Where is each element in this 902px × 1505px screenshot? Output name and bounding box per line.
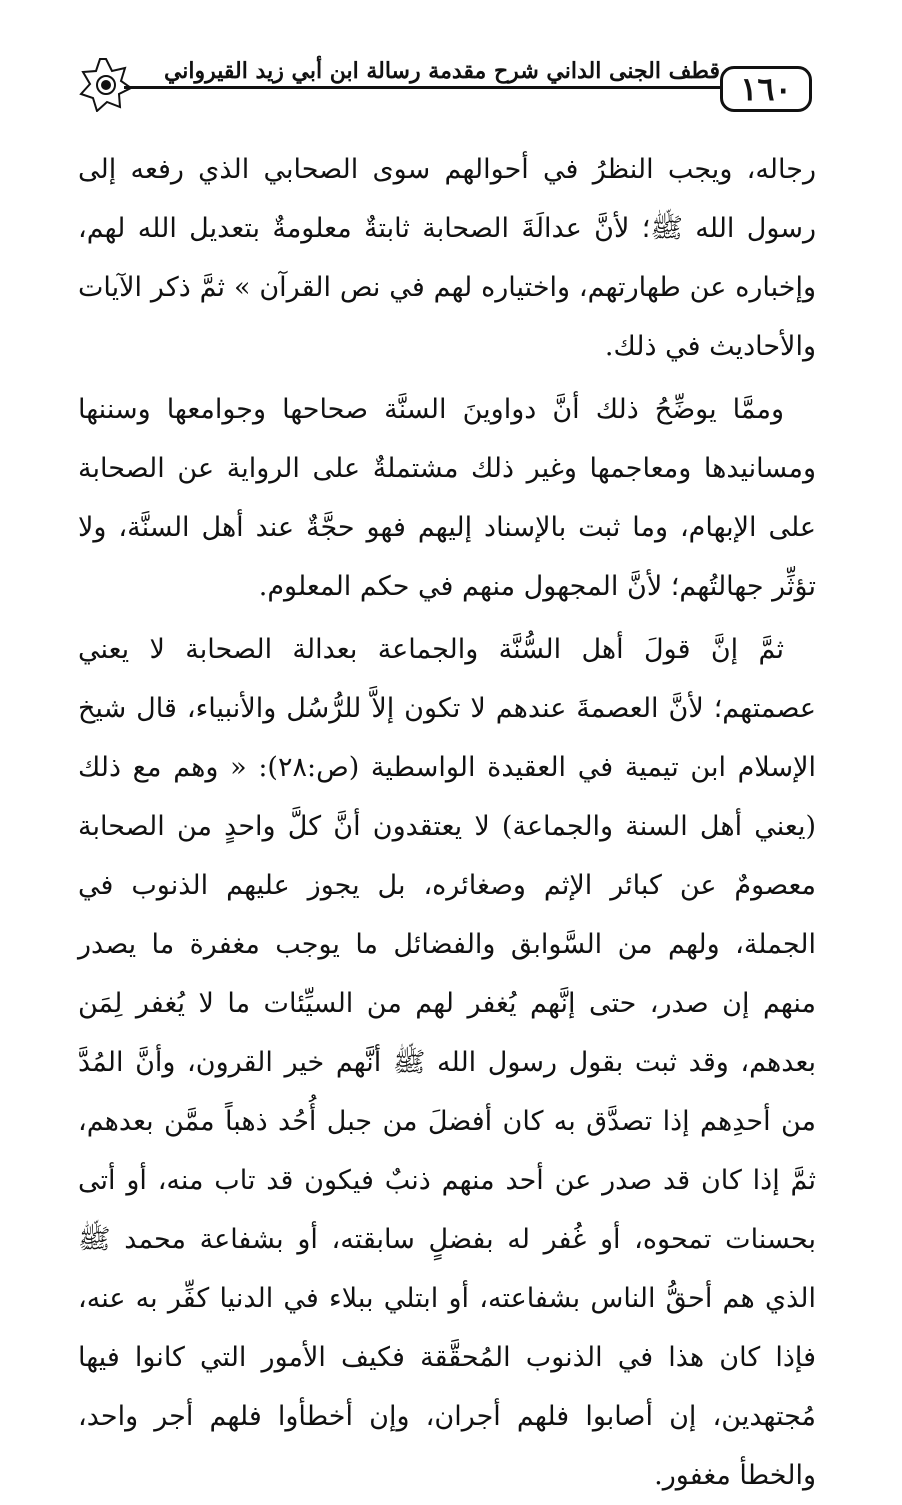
floral-star-ornament-icon — [78, 56, 134, 112]
running-title: قطف الجنى الداني شرح مقدمة رسالة ابن أبي زيد القيرواني — [163, 58, 720, 84]
paragraph-3: ثمَّ إنَّ قولَ أهل السُّنَّة والجماعة بعدالة الصحابة لا يعني عصمتهم؛ لأنَّ العصمةَ عندهم لا تكون إلاَّ للرُّسُل والأنبياء، قال شيخ الإسلام ابن تيمية في العقيدة الواسطية (ص:٢٨): « وهم مع ذلك (يعني أهل السنة والجماعة) لا يعتقدون أنَّ كلَّ واحدٍ من الصحابة معصومٌ عن كبائر الإثم وصغائره، بل يجوز عليهم الذنوب في الجملة، ولهم من السَّوابق والفضائل ما يوجب مغفرة ما يصدر منهم إن صدر، حتى إنَّهم يُغفر لهم من السيِّئات ما لا يُغفر لِمَن بعدهم، وقد ثبت بقول رسول الله ﷺ أنَّهم خير القرون، وأنَّ المُدَّ من أحدِهم إذا تصدَّق به كان أفضلَ من جبل أُحُد ذهباً ممَّن بعدهم، ثمَّ إذا كان قد صدر عن أحد منهم ذنبٌ فيكون قد تاب منه، أو أتى بحسنات تمحوه، أو غُفر له بفضلٍ سابقته، أو بشفاعة محمد ﷺ الذي هم أحقُّ الناس بشفاعته، أو ابتلي ببلاء في الدنيا كفِّر به عنه، فإذا كان هذا في الذنوب المُحقَّقة فكيف الأمور التي كانوا فيها مُجتهدين، إن أصابوا فلهم أجران، وإن أخطأوا فلهم أجر واحد، والخطأ مغفور. — [78, 634, 816, 1491]
page-header — [78, 50, 816, 120]
paragraph-2: وممَّا يوضِّحُ ذلك أنَّ دواوينَ السنَّة صحاحها وجوامعها وسننها ومسانيدها ومعاجمها وغير ذلك مشتملةٌ على الرواية عن الصحابة على الإبهام، وما ثبت بالإسناد إليهم فهو حجَّةٌ عند أهل السنَّة، ولا تؤثِّر جهالتُهم؛ لأنَّ المجهول منهم في حكم المعلوم. — [78, 394, 816, 602]
page-body — [78, 140, 816, 1505]
header-rule — [124, 86, 724, 89]
paragraph-1: رجاله، ويجب النظرُ في أحوالهم سوى الصحابي الذي رفعه إلى رسول الله ﷺ؛ لأنَّ عدالَةَ الصحابة ثابتةٌ معلومةٌ بتعديل الله لهم، وإخباره عن طهارتهم، واختياره لهم في نص القرآن » ثمَّ ذكر الآيات والأحاديث في ذلك. — [78, 154, 816, 362]
page-number: ١٦٠ — [720, 66, 812, 112]
